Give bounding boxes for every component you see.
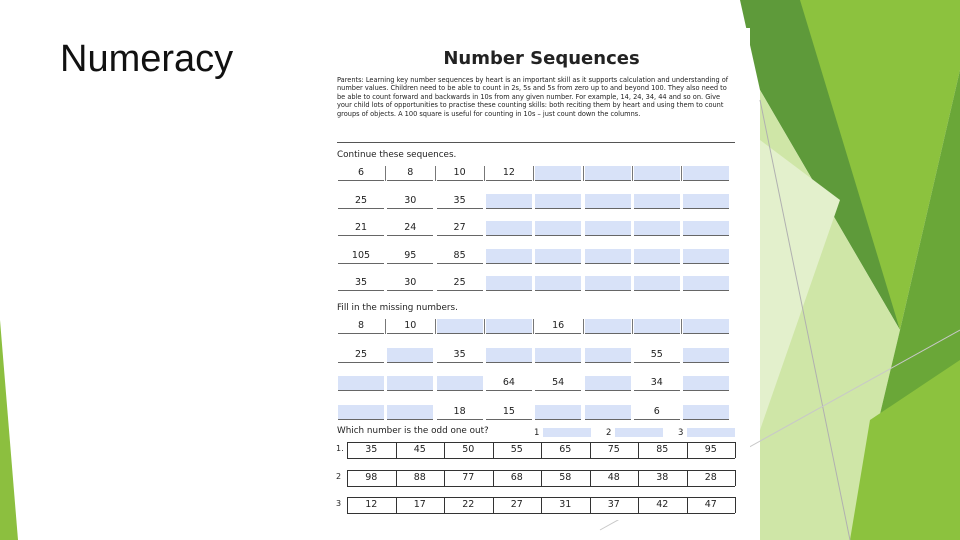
odd-cell: 48 bbox=[607, 471, 620, 483]
missing-blank-cell bbox=[387, 348, 433, 363]
continue-cell: 8 bbox=[387, 166, 433, 181]
odd-row-border bbox=[347, 458, 735, 459]
odd-column-border bbox=[687, 497, 688, 513]
continue-cell: 21 bbox=[338, 221, 384, 236]
odd-column-border bbox=[347, 470, 348, 486]
odd-column-border bbox=[735, 470, 736, 486]
missing-cell: 10 bbox=[387, 319, 433, 334]
odd-column-border bbox=[541, 470, 542, 486]
odd-column-border bbox=[493, 442, 494, 458]
odd-row-label: 2 bbox=[336, 471, 342, 481]
continue-blank-cell bbox=[634, 166, 680, 181]
odd-column-border bbox=[735, 442, 736, 458]
odd-row-label: 1. bbox=[336, 444, 344, 453]
continue-blank-cell bbox=[585, 249, 631, 264]
missing-cell: 25 bbox=[338, 348, 384, 363]
odd-cell: 27 bbox=[510, 499, 523, 510]
continue-blank-cell bbox=[683, 249, 729, 264]
answer-box bbox=[543, 428, 591, 437]
continue-cell: 95 bbox=[387, 249, 433, 264]
worksheet-title: Number Sequences bbox=[443, 48, 640, 69]
continue-blank-cell bbox=[683, 276, 729, 291]
odd-column-border bbox=[638, 470, 639, 486]
missing-cell: 6 bbox=[634, 405, 680, 420]
continue-blank-cell bbox=[535, 221, 581, 236]
continue-blank-cell bbox=[634, 249, 680, 264]
missing-cell: 16 bbox=[535, 319, 581, 334]
continue-cell: 105 bbox=[338, 249, 384, 264]
continue-blank-cell bbox=[486, 249, 532, 264]
missing-column-divider bbox=[435, 319, 436, 334]
odd-cell: 95 bbox=[704, 444, 717, 455]
missing-blank-cell bbox=[387, 405, 433, 420]
odd-column-border bbox=[638, 497, 639, 513]
continue-column-divider bbox=[484, 166, 485, 181]
odd-cell: 22 bbox=[462, 499, 475, 510]
continue-blank-cell bbox=[486, 276, 532, 291]
continue-blank-cell bbox=[585, 166, 631, 181]
answer-box bbox=[687, 428, 735, 437]
odd-row-label: 3 bbox=[336, 499, 342, 508]
continue-column-divider bbox=[583, 166, 584, 181]
odd-cell: 45 bbox=[413, 444, 426, 455]
odd-column-border bbox=[590, 470, 591, 486]
odd-column-border bbox=[444, 497, 445, 513]
continue-cell: 30 bbox=[387, 276, 433, 291]
continue-blank-cell bbox=[486, 194, 532, 209]
missing-blank-cell bbox=[338, 376, 384, 391]
missing-column-divider bbox=[533, 319, 534, 334]
continue-blank-cell bbox=[634, 221, 680, 236]
missing-column-divider bbox=[484, 319, 485, 334]
odd-cell: 42 bbox=[656, 499, 669, 510]
divider-rule bbox=[337, 142, 735, 143]
missing-cell: 34 bbox=[634, 376, 680, 391]
answer-box bbox=[615, 428, 663, 437]
parents-note: Parents: Learning key number sequences by heart is an important skill as it supports calculation and understanding of number values. Children need to be able to count in 2s, 5s and 5s from zero up to and beyond 100. They also need to be able to count forward and backwards in 10s from any given number. For example, 14, 24, 34, 44 and so on. Give your child lots of opportunities to practise these counting skills: both reciting them by heart and using them to count groups of objects. A 100 square is useful for counting in 10s – just count down the columns. bbox=[337, 76, 729, 118]
continue-blank-cell bbox=[634, 194, 680, 209]
odd-column-border bbox=[396, 470, 397, 486]
odd-one-out-heading: Which number is the odd one out? bbox=[337, 426, 489, 436]
odd-cell: 38 bbox=[656, 471, 669, 483]
odd-column-border bbox=[590, 497, 591, 513]
missing-blank-cell bbox=[486, 348, 532, 363]
continue-blank-cell bbox=[535, 194, 581, 209]
odd-cell: 68 bbox=[510, 471, 523, 483]
odd-cell: 58 bbox=[559, 471, 572, 483]
odd-column-border bbox=[347, 442, 348, 458]
missing-blank-cell bbox=[387, 376, 433, 391]
odd-cell: 75 bbox=[607, 444, 620, 455]
odd-column-border bbox=[444, 442, 445, 458]
continue-cell: 25 bbox=[437, 276, 483, 291]
odd-cell: 55 bbox=[510, 444, 523, 455]
odd-column-border bbox=[347, 497, 348, 513]
worksheet-image bbox=[333, 28, 750, 520]
odd-column-border bbox=[687, 470, 688, 486]
continue-blank-cell bbox=[486, 221, 532, 236]
continue-cell: 24 bbox=[387, 221, 433, 236]
missing-cell: 8 bbox=[338, 319, 384, 334]
missing-blank-cell bbox=[338, 405, 384, 420]
odd-cell: 88 bbox=[413, 471, 426, 483]
continue-column-divider bbox=[533, 166, 534, 181]
odd-column-border bbox=[541, 497, 542, 513]
slide-title: Numeracy bbox=[60, 38, 234, 80]
missing-blank-cell bbox=[683, 376, 729, 391]
odd-row-border bbox=[347, 513, 735, 514]
continue-blank-cell bbox=[535, 249, 581, 264]
odd-cell: 35 bbox=[365, 444, 378, 455]
continue-blank-cell bbox=[585, 276, 631, 291]
missing-blank-cell bbox=[585, 319, 631, 334]
continue-cell: 25 bbox=[338, 194, 384, 209]
odd-cell: 85 bbox=[656, 444, 669, 455]
odd-column-border bbox=[638, 442, 639, 458]
odd-cell: 98 bbox=[365, 471, 378, 483]
odd-cell: 17 bbox=[413, 499, 426, 510]
missing-blank-cell bbox=[634, 319, 680, 334]
missing-blank-cell bbox=[683, 319, 729, 334]
odd-column-border bbox=[396, 442, 397, 458]
continue-blank-cell bbox=[535, 166, 581, 181]
missing-blank-cell bbox=[535, 405, 581, 420]
missing-blank-cell bbox=[585, 405, 631, 420]
continue-column-divider bbox=[435, 166, 436, 181]
missing-column-divider bbox=[583, 319, 584, 334]
odd-column-border bbox=[735, 497, 736, 513]
odd-column-border bbox=[396, 497, 397, 513]
missing-blank-cell bbox=[585, 348, 631, 363]
continue-cell: 35 bbox=[437, 194, 483, 209]
missing-column-divider bbox=[385, 319, 386, 334]
odd-column-border bbox=[444, 470, 445, 486]
continue-blank-cell bbox=[585, 194, 631, 209]
odd-cell: 47 bbox=[704, 499, 717, 510]
odd-cell: 31 bbox=[559, 499, 572, 510]
missing-blank-cell bbox=[437, 376, 483, 391]
odd-cell: 12 bbox=[365, 499, 378, 510]
continue-cell: 35 bbox=[338, 276, 384, 291]
continue-blank-cell bbox=[585, 221, 631, 236]
odd-cell: 77 bbox=[462, 471, 475, 483]
missing-column-divider bbox=[681, 319, 682, 334]
odd-cell: 50 bbox=[462, 444, 475, 455]
continue-cell: 10 bbox=[437, 166, 483, 181]
missing-blank-cell bbox=[486, 319, 532, 334]
missing-cell: 18 bbox=[437, 405, 483, 420]
continue-cell: 30 bbox=[387, 194, 433, 209]
answer-number: 3 bbox=[678, 428, 684, 438]
missing-blank-cell bbox=[683, 405, 729, 420]
missing-cell: 54 bbox=[535, 376, 581, 391]
continue-blank-cell bbox=[634, 276, 680, 291]
odd-cell: 65 bbox=[559, 444, 572, 455]
left-accent-shape bbox=[0, 320, 18, 540]
continue-cell: 6 bbox=[338, 166, 384, 181]
continue-blank-cell bbox=[683, 221, 729, 236]
continue-cell: 12 bbox=[486, 166, 532, 181]
continue-column-divider bbox=[681, 166, 682, 181]
missing-cell: 55 bbox=[634, 348, 680, 363]
continue-cell: 85 bbox=[437, 249, 483, 264]
continue-cell: 27 bbox=[437, 221, 483, 236]
odd-cell: 28 bbox=[704, 471, 717, 483]
missing-column-divider bbox=[632, 319, 633, 334]
odd-column-border bbox=[493, 470, 494, 486]
missing-blank-cell bbox=[585, 376, 631, 391]
continue-column-divider bbox=[385, 166, 386, 181]
odd-cell: 37 bbox=[607, 499, 620, 510]
odd-column-border bbox=[541, 442, 542, 458]
continue-heading: Continue these sequences. bbox=[337, 150, 457, 160]
continue-blank-cell bbox=[683, 194, 729, 209]
odd-row-border bbox=[347, 486, 735, 487]
odd-column-border bbox=[590, 442, 591, 458]
answer-number: 2 bbox=[606, 428, 612, 438]
odd-column-border bbox=[687, 442, 688, 458]
continue-column-divider bbox=[632, 166, 633, 181]
continue-blank-cell bbox=[535, 276, 581, 291]
missing-cell: 15 bbox=[486, 405, 532, 420]
answer-number: 1 bbox=[534, 428, 540, 438]
missing-heading: Fill in the missing numbers. bbox=[337, 303, 458, 313]
missing-blank-cell bbox=[535, 348, 581, 363]
missing-cell: 64 bbox=[486, 376, 532, 391]
missing-cell: 35 bbox=[437, 348, 483, 363]
missing-blank-cell bbox=[683, 348, 729, 363]
continue-blank-cell bbox=[683, 166, 729, 181]
odd-column-border bbox=[493, 497, 494, 513]
missing-blank-cell bbox=[437, 319, 483, 334]
